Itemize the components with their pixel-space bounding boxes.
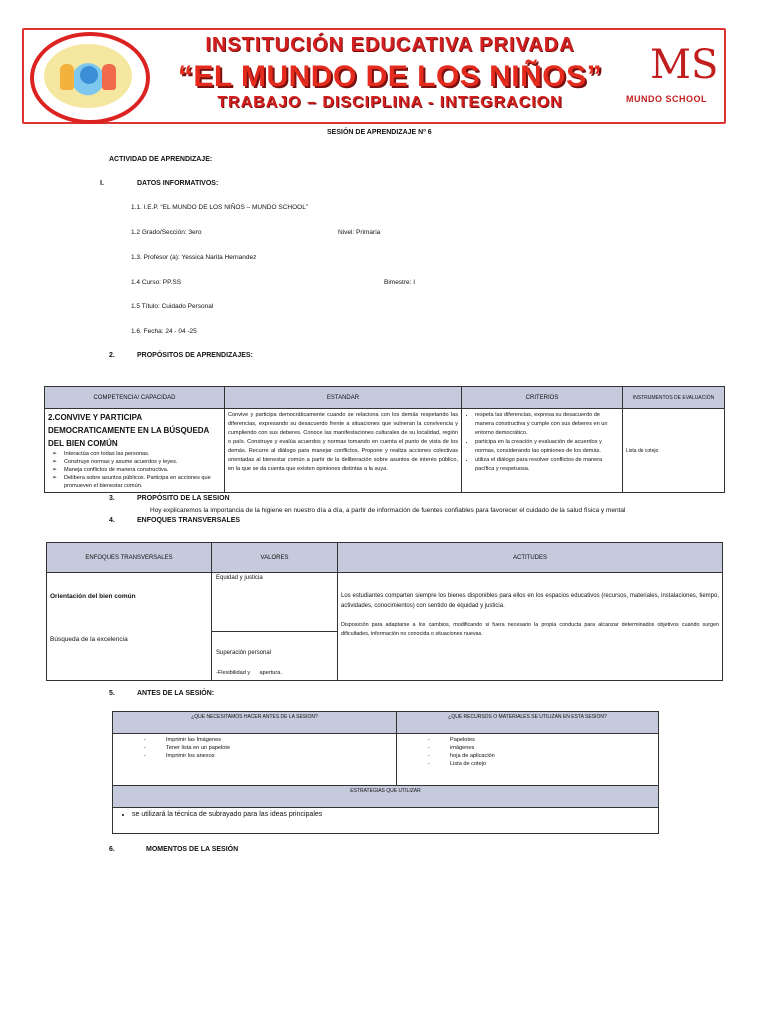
list-item: - imágenes xyxy=(428,744,655,752)
section-2-title: PROPÓSITOS DE APRENDIZAJES: xyxy=(137,352,253,359)
info-curso: 1.4 Curso: PP.SS xyxy=(131,279,182,286)
estandar-cell xyxy=(225,409,462,493)
instrumento-text: Lista de cotejo xyxy=(626,447,659,454)
list-item: - hoja de aplicación xyxy=(428,752,655,760)
section-4-title: ENFOQUES TRANSVERSALES xyxy=(137,517,241,524)
info-profesor: 1.3. Profesor (a): Yessica Narita Hernandez xyxy=(131,254,257,261)
col-enfoques: ENFOQUES TRANSVERSALES xyxy=(47,543,212,573)
school-logo xyxy=(30,32,150,124)
ms-caption: MUNDO SCHOOL xyxy=(626,94,707,104)
col-que-hacer: ¿QUE NECESITAMOS HACER ANTES DE LA SESION? xyxy=(113,712,397,734)
actitudes-cell xyxy=(338,573,723,681)
valor-superacion: Superación personal xyxy=(216,650,272,656)
col-recursos: ¿QUE RECURSOS O MATERIALES SE UTILIZAN EN ESTA SESION? xyxy=(397,712,659,734)
instrumento-cell xyxy=(623,409,725,493)
valor-equidad: Equidad y justicia xyxy=(212,573,337,632)
competencias-table xyxy=(44,386,725,493)
enfoques-cell xyxy=(47,573,212,681)
info-grado: 1.2 Grado/Sección: 3ero xyxy=(131,229,202,236)
enfoque-excelencia: Búsqueda de la excelencia xyxy=(50,636,128,643)
list-item: - Papelotes xyxy=(428,736,655,744)
col-estandar: ESTANDAR xyxy=(225,387,462,409)
header-school-name: “EL MUNDO DE LOS NIÑOS” xyxy=(177,60,603,93)
section-6-number: 6. xyxy=(109,846,115,853)
capacidades-list xyxy=(48,450,221,490)
section-4-number: 4. xyxy=(109,517,115,524)
col-actitudes: ACTITUDES xyxy=(338,543,723,573)
section-1-number: I. xyxy=(100,180,104,187)
list-item: • respeta las diferencias, expresa su desacuerdo de manera constructiva y cumple con sus deberes en un entorno democrático. xyxy=(475,411,619,438)
enfoque-bien-comun: Orientación del bien común xyxy=(50,593,136,600)
child-figure-left xyxy=(60,64,74,90)
col-competencia: COMPETENCIA/ CAPACIDAD xyxy=(45,387,225,409)
session-title: SESIÓN DE APRENDIZAJE Nº 6 xyxy=(327,129,432,136)
actitud-2: Disposición para adaptarse a los cambios, modificando si fuera necesario la propia conducta para alcanzar determinados objetivos cuando surgen dificultades, información no conocida o situaciones nuevas. xyxy=(341,622,719,637)
info-titulo: 1.5 Título: Cuidado Personal xyxy=(131,303,214,310)
list-item: • se utilizará la técnica de subrayado para las ideas principales xyxy=(132,810,655,820)
estandar-text: Convive y participa democráticamente cuando se relaciona con los demás respetando las diferencias, expresando su desacuerdo frente a situaciones que vulneran la convivencia y cumpliendo con sus deberes. Conoce las manifestaciones culturales de su localidad, región o país. Construye y evalúa acuerdos y normas tomando en cuenta el punto de vista de los demás. Recurre al diálogo para manejar conflictos. Propone y realiza acciones colectivas orientadas al bienestar común a partir de la deliberación sobre asuntos de interés público, en la que se da cuenta que existen opiniones distintas a la suya. xyxy=(228,412,458,472)
list-item: - Lista de cotejo xyxy=(428,760,655,768)
list-item: - Imprimir las Imágenes xyxy=(144,736,393,744)
tasks-list xyxy=(116,736,393,760)
info-nivel: Nivel: Primaria xyxy=(338,229,381,236)
list-item: - Tener lista en un papelote xyxy=(144,744,393,752)
section-1-title: DATOS INFORMATIVOS: xyxy=(137,180,219,187)
list-item: • participa en la creación y evaluación de acuerdos y normas, considerando las opiniones de los demás. xyxy=(475,438,619,456)
header-line-1: INSTITUCIÓN EDUCATIVA PRIVADA xyxy=(205,34,575,56)
competencia-cell xyxy=(45,409,225,493)
info-bimestre: Bimestre: I xyxy=(384,279,416,286)
section-5-title: ANTES DE LA SESIÓN: xyxy=(137,690,215,697)
ms-logo: MS xyxy=(650,42,719,88)
list-item: - Imprimir los anexos xyxy=(144,752,393,760)
section-3-number: 3. xyxy=(109,495,115,502)
section-3-title: PROPÓSITO DE LA SESION xyxy=(137,495,230,502)
criterios-cell xyxy=(462,409,623,493)
proposito-text: Hoy explicaremos la importancia de la higiene en nuestro día a día, a partir de información de fuentes confiables para favorecer el cuidado de la salud física y mental xyxy=(150,507,626,514)
list-item: ➢ Maneja conflictos de manera constructiva. xyxy=(64,466,221,474)
col-instrumentos: INSTRUMENTOS DE EVALUACIÓN xyxy=(623,387,725,409)
section-6-title: MOMENTOS DE LA SESIÓN xyxy=(146,846,239,853)
que-hacer-cell xyxy=(113,734,397,786)
info-iep: 1.1. I.E.P. “EL MUNDO DE LOS NIÑOS – MUNDO SCHOOL” xyxy=(131,204,308,211)
antes-sesion-table xyxy=(112,711,659,834)
globe-icon xyxy=(80,66,98,84)
list-item: ➢ Interactúa con todas las personas. xyxy=(64,450,221,458)
col-estrategias: ESTRATEGIAS QUE UTILIZAR xyxy=(113,786,659,808)
child-figure-right xyxy=(102,64,116,90)
competencia-title: 2.CONVIVE Y PARTICIPA DEMOCRATICAMENTE EN LA BÚSQUEDA DEL BIEN COMÚN xyxy=(48,413,210,448)
header-motto: TRABAJO – DISCIPLINA - INTEGRACION xyxy=(217,94,563,111)
list-item: ➢ Delibera sobre asuntos públicos. Participa en acciones que promueven el bienestar común. xyxy=(64,474,221,490)
info-fecha: 1.6. Fecha: 24 - 04 -25 xyxy=(131,328,197,335)
col-valores: VALORES xyxy=(212,543,338,573)
section-5-number: 5. xyxy=(109,690,115,697)
strategy-list xyxy=(116,810,655,820)
valor-flexibilidad: -Flexibilidad y apertura. xyxy=(216,670,282,676)
criterios-list xyxy=(465,411,619,474)
materials-list xyxy=(400,736,655,768)
section-2-number: 2. xyxy=(109,352,115,359)
activity-label: ACTIVIDAD DE APRENDIZAJE: xyxy=(109,156,213,163)
recursos-cell xyxy=(397,734,659,786)
col-criterios: CRITERIOS xyxy=(462,387,623,409)
actitud-1: Los estudiantes comparten siempre los bienes disponibles para ellos en los espacios educativos (recursos, materiales, instalaciones, tiempo, actividades, conocimientos) con sentido de equidad y justicia. xyxy=(341,593,719,609)
enfoques-table xyxy=(46,542,723,681)
valores-cell xyxy=(212,573,338,681)
estrategia-cell xyxy=(113,808,659,834)
list-item: • utiliza el diálogo para resolver conflictos de manera pacífica y respetuosa. xyxy=(475,456,619,474)
list-item: ➢ Construye normas y asume acuerdos y leyes. xyxy=(64,458,221,466)
